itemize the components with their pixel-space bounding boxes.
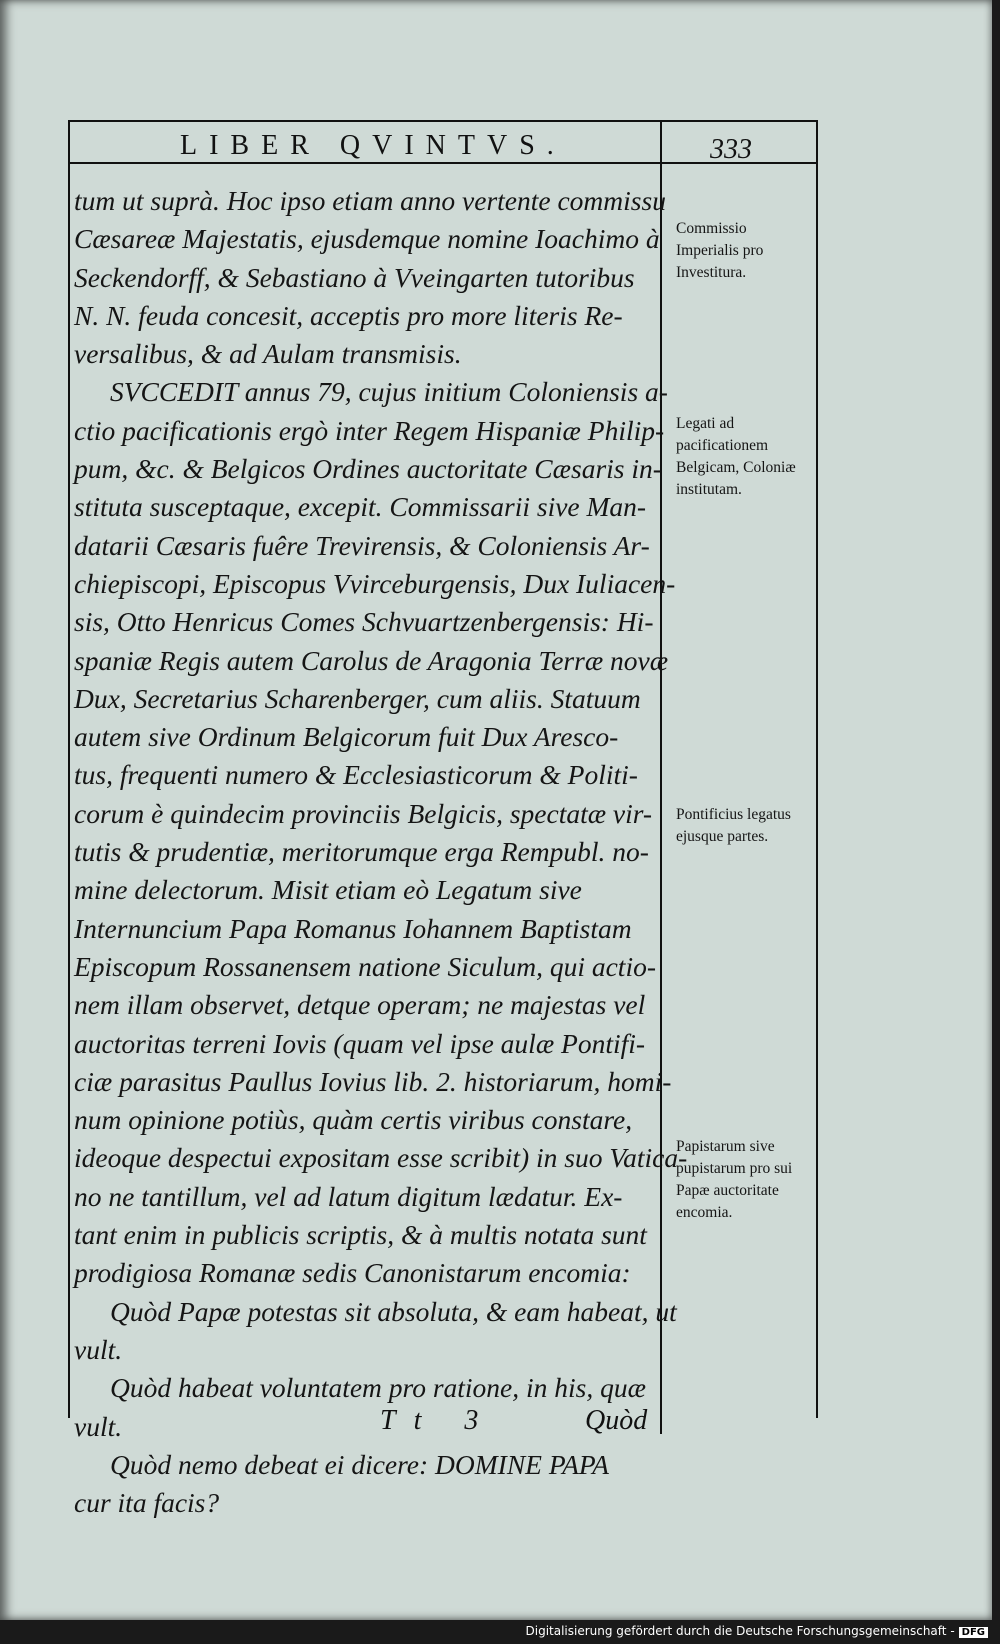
text-line: N. N. feuda concesit, acceptis pro more literis Re-: [74, 299, 623, 331]
text-line: Quòd nemo debeat ei dicere: DOMINE PAPA: [110, 1448, 609, 1480]
text-line: SVCCEDIT annus 79, cujus initium Coloniensis a-: [110, 376, 668, 408]
text-line: no ne tantillum, vel ad latum digitum lædatur. Ex-: [74, 1180, 623, 1212]
text-line: datarii Cæsaris fuêre Trevirensis, & Coloniensis Ar-: [74, 529, 650, 561]
text-line: ideoque despectui expositam esse scribit) in suo Vatica-: [74, 1142, 688, 1174]
text-line: stituta susceptaque, excepit. Commissarii sive Man-: [74, 491, 647, 523]
text-line: Quòd habeat voluntatem pro ratione, in his, quæ: [110, 1372, 646, 1404]
text-line: tant enim in publicis scriptis, & à multis notata sunt: [74, 1219, 647, 1251]
margin-note-commissio: Commissio Imperialis pro Investitura.: [676, 220, 764, 281]
text-line: mine delectorum. Misit etiam eò Legatum sive: [74, 874, 582, 906]
text-line: vult.: [74, 1410, 123, 1442]
text-line: sis, Otto Henricus Comes Schvuartzenbergensis: Hi-: [74, 606, 654, 638]
text-line: cur ita facis?: [74, 1487, 220, 1519]
text-line: num opinione potiùs, quàm certis viribus constare,: [74, 1104, 633, 1136]
text-line: autem sive Ordinum Belgicorum fuit Dux Arescо-: [74, 721, 619, 753]
text-line: vult.: [74, 1333, 123, 1365]
text-line: Dux, Secretarius Scharenberger, cum aliis. Statuum: [74, 682, 641, 714]
text-line: auctoritas terreni Iovis (quam vel ipse aulæ Pontifi-: [74, 1027, 646, 1059]
running-head: LIBER QVINTVS.: [180, 130, 566, 161]
page-number: 333: [710, 134, 752, 165]
main-text-block: [74, 182, 688, 1522]
text-line: ciæ parasitus Paullus Iovius lib. 2. historiarum, homi-: [74, 1065, 672, 1097]
text-line: spaniæ Regis autem Carolus de Aragonia Terræ novæ: [74, 644, 669, 676]
text-line: ctio pacificationis ergò inter Regem Hispaniæ Philip-: [74, 414, 665, 446]
text-line: Internuncium Papa Romanus Iohannem Baptistam: [74, 912, 632, 944]
text-line: tum ut suprà. Hoc ipso etiam anno vertente commissu: [74, 185, 666, 216]
signature-mark: Tt 3: [380, 1405, 497, 1436]
dfg-logo: DFG: [959, 1627, 988, 1638]
margin-note-legati: Legati ad pacificationem Belgicam, Coloniæ institutam.: [676, 415, 796, 498]
credit-text: Digitalisierung gefördert durch die Deutsche Forschungsgemeinschaft -: [525, 1624, 955, 1638]
digitization-credit: [0, 1624, 1000, 1644]
text-line: Cæsareæ Majestatis, ejusdemque nomine Ioachimo à: [74, 223, 660, 255]
text-line: Episcopum Rossanensem natione Siculum, qui actio-: [74, 950, 656, 982]
text-line: Quòd Papæ potestas sit absoluta, & eam habeat, ut: [110, 1295, 677, 1327]
catchword: Quòd: [585, 1405, 648, 1436]
margin-note-papistarum: Papistarum sive pupistarum pro sui Papæ auctoritate encomia.: [676, 1138, 793, 1221]
text-line: chiepiscopi, Episcopus Vvirceburgensis, Dux Iuliacen-: [74, 567, 676, 599]
text-line: tus, frequenti numero & Ecclesiasticorum & Politi-: [74, 759, 638, 791]
text-line: versalibus, & ad Aulam transmisis.: [74, 338, 462, 370]
text-line: Seckendorff, & Sebastiano à Vveingarten tutoribus: [74, 261, 635, 293]
margin-note-pontificius: Pontificius legatus ejusque partes.: [676, 806, 791, 845]
margin-column-rule: [660, 122, 662, 1434]
text-line: pum, &c. & Belgicos Ordines auctoritate Cæsaris in-: [74, 453, 662, 485]
text-line: nem illam observet, detque operam; ne majestas vel: [74, 989, 646, 1021]
text-line: tutis & prudentiæ, meritorumque erga Rempubl. no-: [74, 836, 649, 868]
header-rule: [70, 162, 816, 164]
text-line: corum è quindecim provinciis Belgicis, spectatæ vir-: [74, 797, 653, 829]
text-line: prodigiosa Romanæ sedis Canonistarum encomia:: [74, 1257, 631, 1289]
